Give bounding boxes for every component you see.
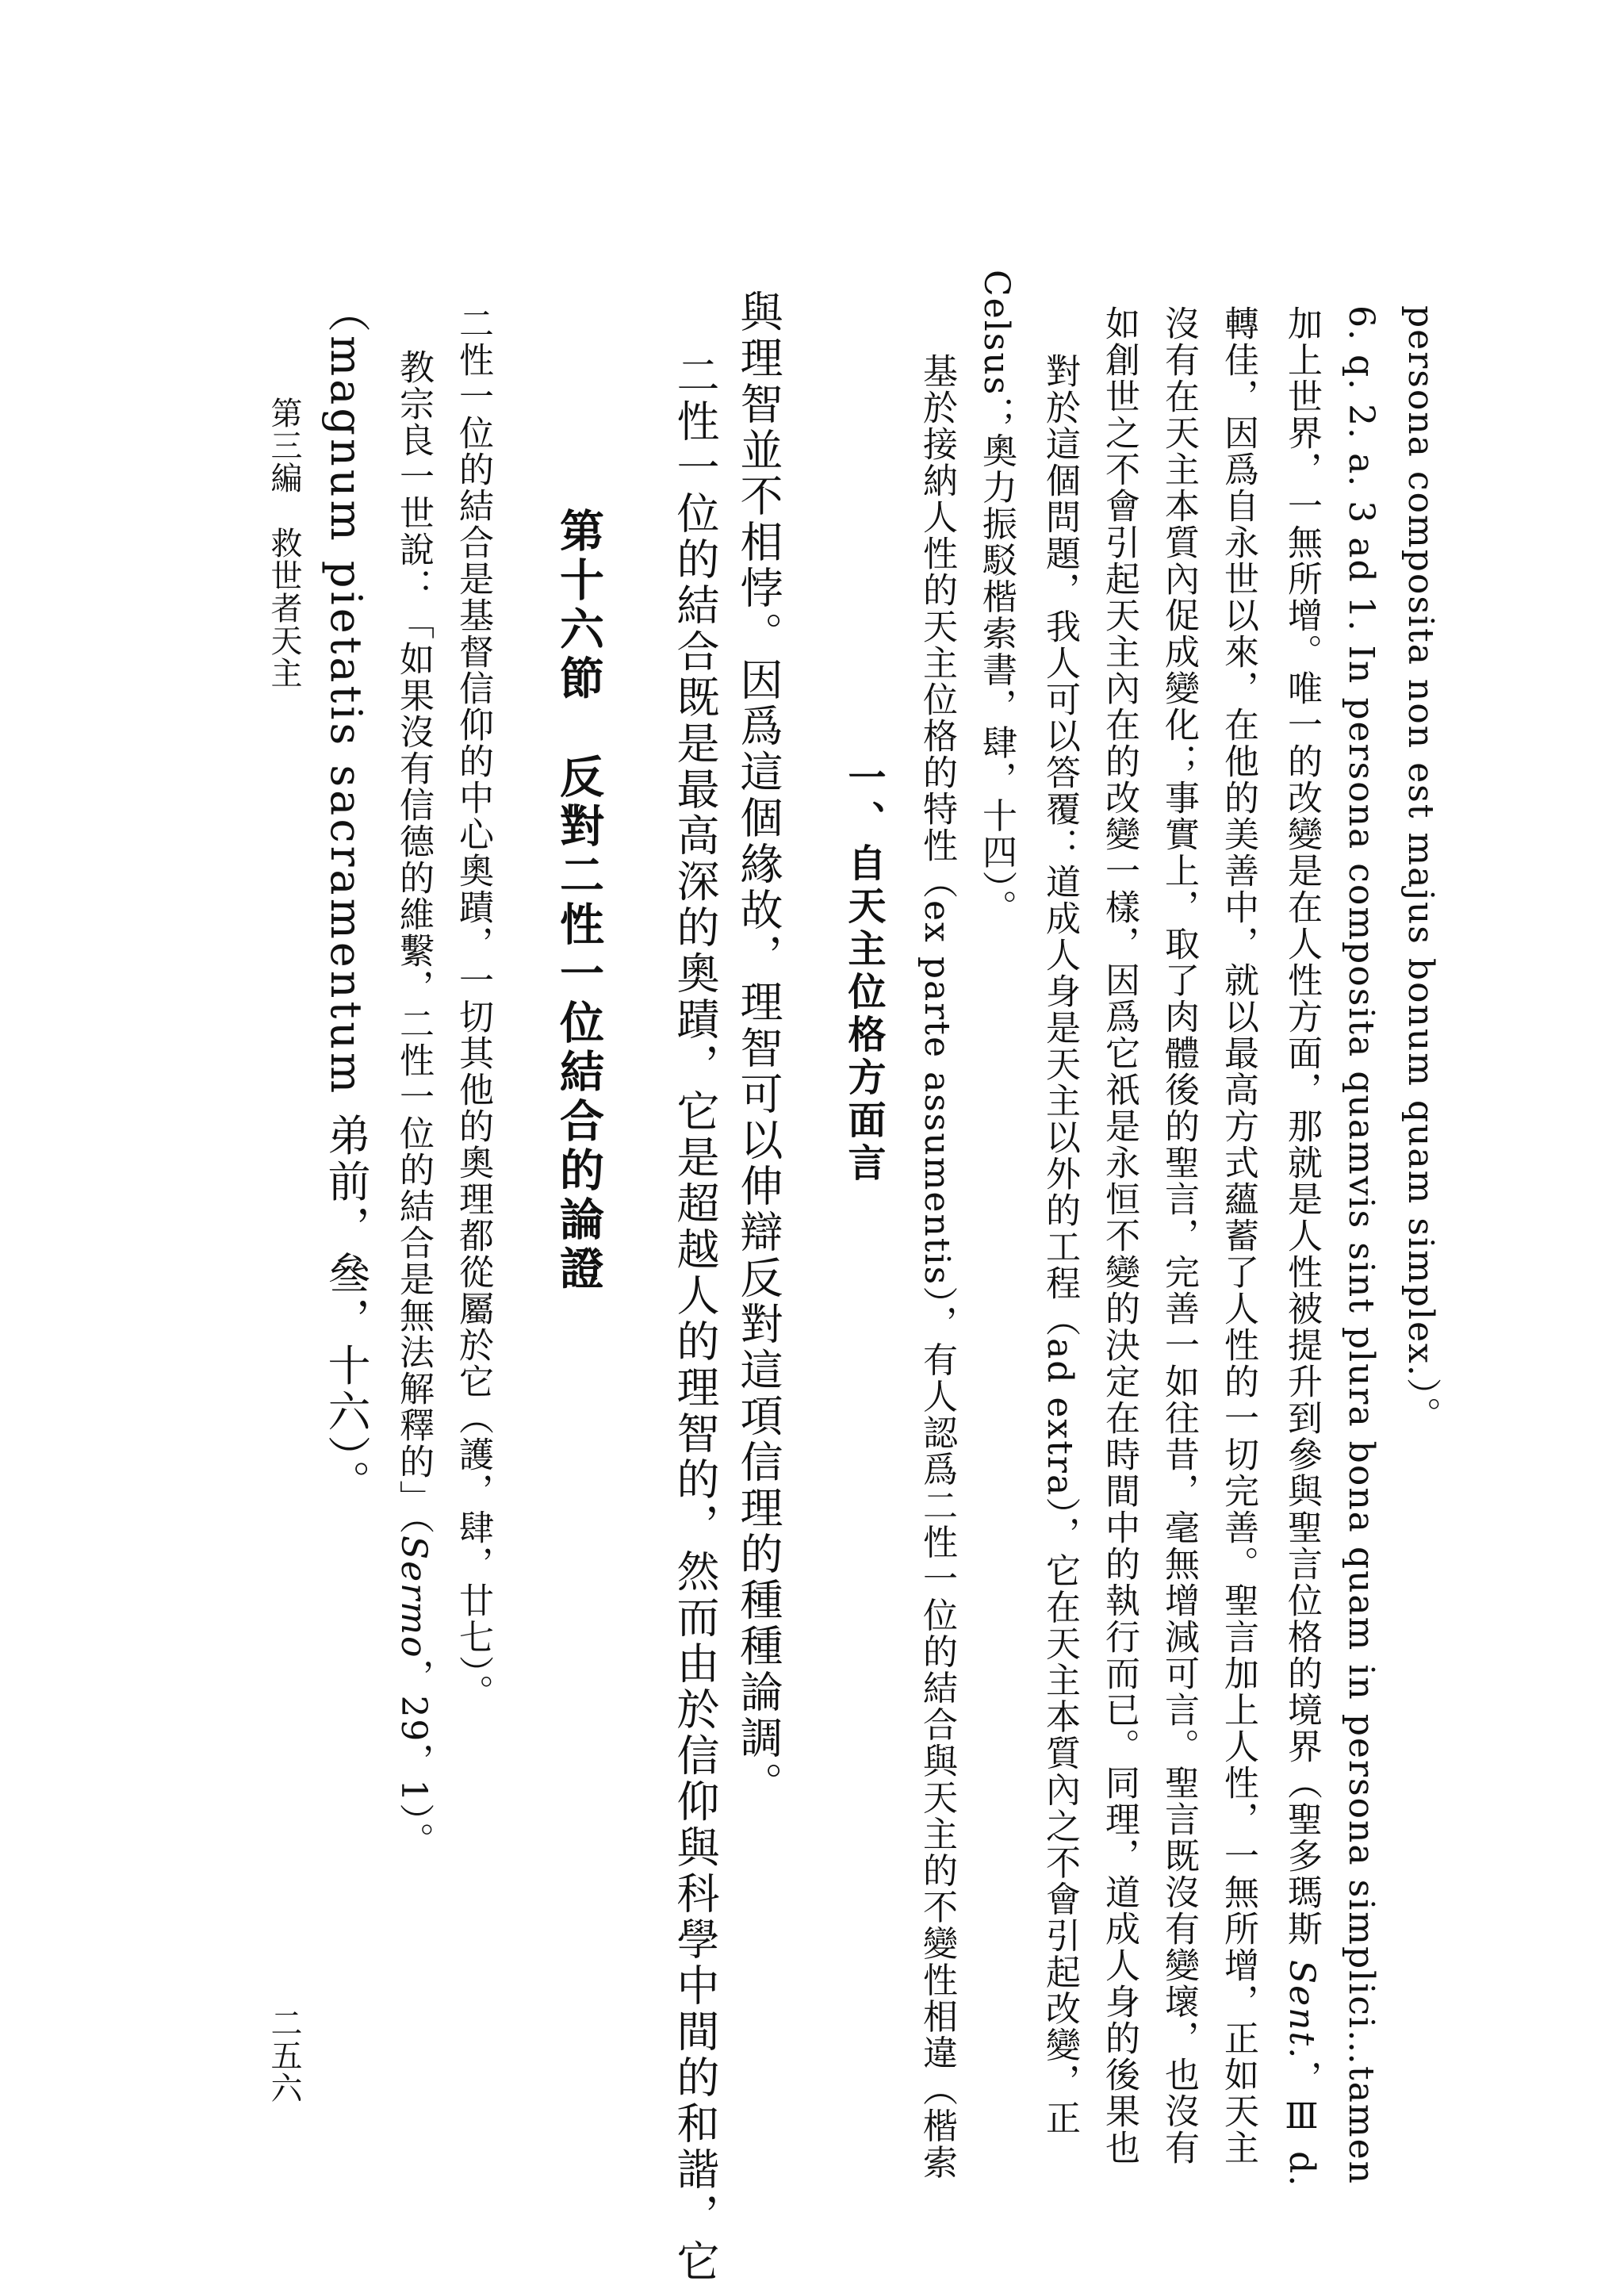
subsection-line-6: 轉佳，因爲自永世以來，在他的美善中，就以最高方式蘊蓄了人性的一切完善。聖言加上人性，一無所增，正如天主: [1218, 305, 1258, 2166]
subsection-title: 一、自天主位格方面言: [841, 757, 886, 1186]
subsection-line-8: 6. q. 2. a. 3 ad 1. In persona composita quamvis sint plura bona quam in persona simplici…tamen: [1341, 305, 1381, 2186]
subsection-line-1: 基於接納人性的天主位格的特性（ex parte assumentis），有人認爲二性一位的結合與天主的不變性相違（楷索: [917, 353, 957, 2181]
subsection-line-4: 如創世之不會引起天主內在的改變一樣，因爲它祇是永恒不變的決定在時間中的執行而已。同理，道成人身的後果也: [1099, 305, 1139, 2166]
leo-quote-source: Sermo: [393, 1535, 434, 1659]
subsection-line-7: [1281, 305, 1322, 2188]
paragraph-leo-quote: [393, 349, 434, 1859]
leo-quote-ref: ，29，1）。: [393, 1658, 434, 1859]
subsection-line-9: persona composita non est majus bonum quam simplex.）。: [1400, 305, 1441, 1433]
section-intro-line-1: 二性一位的結合既是最高深的奧蹟，它是超越人的理智的，然而由於信仰與科學中間的和諧，它: [670, 353, 720, 2285]
subsection-line-5: 沒有在天主本質內促成變化；事實上，取了肉體後的聖言，完善一如往昔，毫無增減可言。聖言既沒有變壞，也沒有: [1159, 305, 1199, 2166]
section-intro-line-2: 與理智並不相悖。因爲這個緣故，理智可以伸辯反對這項信理的種種論調。: [733, 289, 783, 1808]
subsection-line-2: Celsus；奧力振駁楷索書，肆，十四）。: [976, 270, 1017, 926]
leo-quote-text: 教宗良一世說：「如果沒有信德的維繫，二性一位的結合是無法解釋的」（: [393, 349, 434, 1535]
line-7-sent: Sent.: [1281, 1960, 1322, 2061]
paragraph-latin-quote: （magnum pietatis sacramentum 弟前，叄，十六）。: [321, 289, 371, 1506]
running-header-part: 第三編 救世者天主: [266, 397, 302, 689]
page-number: 二五六: [266, 2007, 302, 2104]
section-title: 第十六節 反對二性一位結合的論證: [553, 508, 605, 1294]
paragraph-central-mystery: 二性一位的結合是基督信仰的中心奧蹟，一切其他的奧理都從屬於它（護，肆，廿七）。: [453, 305, 493, 1711]
subsection-line-3: 對於這個問題，我人可以答覆：道成人身是天主以外的工程（ad extra），它在天主本質內之不會引起改變，正: [1040, 353, 1080, 2137]
line-7-text: 加上世界，一無所增。唯一的改變是在人性方面，那就是人性被提升到參與聖言位格的境界（聖多瑪斯: [1281, 305, 1322, 1960]
line-7-ref: ，Ⅲ d.: [1281, 2060, 1322, 2188]
